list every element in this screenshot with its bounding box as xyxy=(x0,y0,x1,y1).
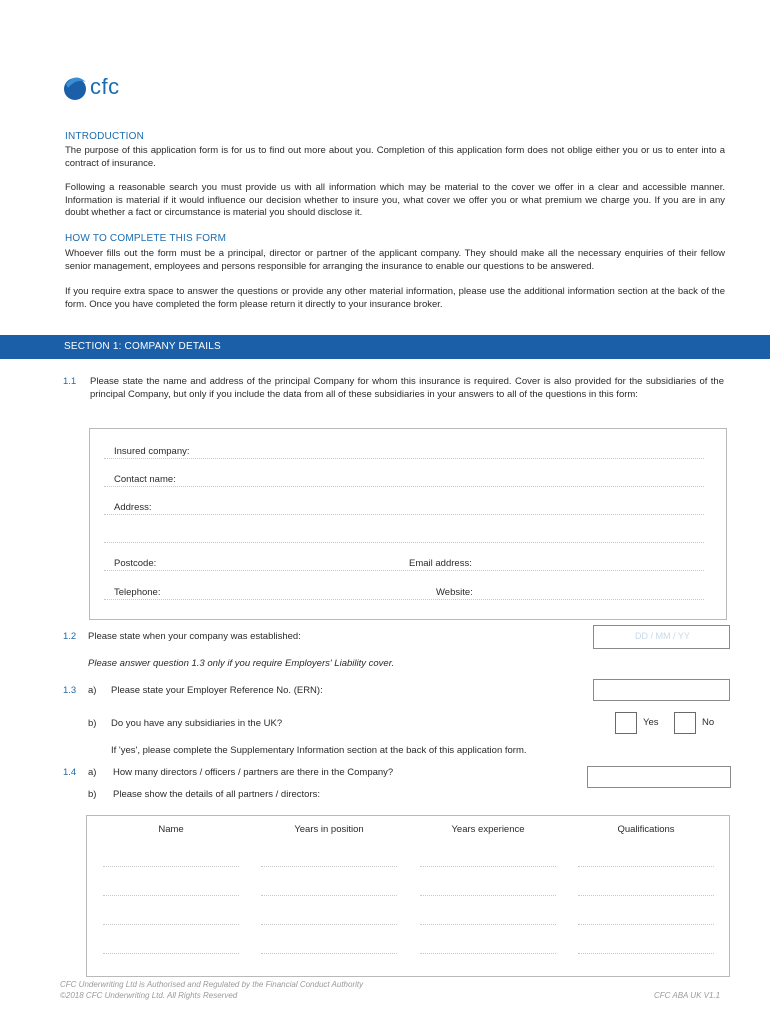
insured-company-field[interactable] xyxy=(104,458,704,459)
directors-table-body xyxy=(103,866,715,966)
directors-count-input[interactable] xyxy=(587,766,731,788)
q1-3a-label: a) xyxy=(88,685,97,696)
established-date-input[interactable] xyxy=(593,625,730,649)
q1-3-note: Please answer question 1.3 only if you require Employers' Liability cover. xyxy=(88,658,395,669)
table-cell-input[interactable] xyxy=(578,953,714,954)
q1-4-number: 1.4 xyxy=(63,767,77,778)
q1-2-text: Please state when your company was established: xyxy=(88,631,301,642)
table-cell-input[interactable] xyxy=(103,953,239,954)
table-row xyxy=(103,866,715,867)
table-cell-input[interactable] xyxy=(420,895,556,896)
table-cell-input[interactable] xyxy=(103,895,239,896)
contact-name-label: Contact name: xyxy=(114,474,176,485)
address-label: Address: xyxy=(114,502,152,513)
table-cell-input[interactable] xyxy=(261,866,397,867)
insured-company-label: Insured company: xyxy=(114,446,190,457)
q1-3b-text: Do you have any subsidiaries in the UK? xyxy=(111,718,283,729)
address-field-line-1[interactable] xyxy=(104,514,704,515)
column-header-years-in-position: Years in position xyxy=(294,824,364,835)
q1-3a-text: Please state your Employer Reference No. (ERN): xyxy=(111,685,323,696)
table-cell-input[interactable] xyxy=(261,895,397,896)
footer-copyright: ©2018 CFC Underwriting Ltd. All Rights Reserved xyxy=(60,991,238,1000)
column-header-years-experience: Years experience xyxy=(451,824,525,835)
q1-3b-note: If 'yes', please complete the Supplementary Information section at the back of this application form. xyxy=(111,745,527,756)
table-row xyxy=(103,924,715,925)
intro-paragraph-2: Following a reasonable search you must provide us with all information which may be material to the cover we offer in a clear and accessible manner. Information is material if it would influence our decision whether to insure you, what cover we offer you or what premium we charge you. If you are in any doubt whether a fact or circumstance is material you should disclose it. xyxy=(65,182,725,218)
column-header-name: Name xyxy=(158,824,184,835)
website-label: Website: xyxy=(436,587,473,598)
subsidiaries-no-checkbox[interactable] xyxy=(674,712,696,734)
telephone-label: Telephone: xyxy=(114,587,161,598)
address-field-line-2[interactable] xyxy=(104,542,704,543)
how-heading: HOW TO COMPLETE THIS FORM xyxy=(65,233,227,244)
q1-3b-label: b) xyxy=(88,718,97,729)
cfc-logo-mark-icon xyxy=(62,74,88,102)
table-cell-input[interactable] xyxy=(578,895,714,896)
email-label: Email address: xyxy=(409,558,472,569)
table-cell-input[interactable] xyxy=(420,866,556,867)
table-cell-input[interactable] xyxy=(420,924,556,925)
intro-heading: INTRODUCTION xyxy=(65,131,145,142)
table-cell-input[interactable] xyxy=(578,924,714,925)
table-cell-input[interactable] xyxy=(261,924,397,925)
q1-1-text: Please state the name and address of the principal Company for whom this insurance is required. Cover is also provided for the subsidiaries of the principal Company, but only if you include the data from all of these subsidiaries in your answers to all of the questions in this form: xyxy=(90,376,724,400)
q1-4a-label: a) xyxy=(88,767,97,778)
table-cell-input[interactable] xyxy=(261,953,397,954)
subsidiaries-yes-label: Yes xyxy=(643,717,659,728)
logo-wordmark: cfc xyxy=(90,74,120,99)
how-paragraph-1: Whoever fills out the form must be a principal, director or partner of the applicant company. They should make all the necessary enquiries of their fellow senior management, employees and persons responsible for arranging the insurance to enable our questions to be answered. xyxy=(65,248,725,272)
how-paragraph-2: If you require extra space to answer the questions or provide any other material information, please use the additional information section at the back of the form. Once you have completed the form please return it directly to your insurance broker. xyxy=(65,286,725,310)
footer-regulation: CFC Underwriting Ltd is Authorised and Regulated by the Financial Conduct Authority xyxy=(60,980,364,989)
contact-name-field[interactable] xyxy=(104,486,704,487)
ern-input[interactable] xyxy=(593,679,730,701)
table-cell-input[interactable] xyxy=(578,866,714,867)
q1-2-number: 1.2 xyxy=(63,631,77,642)
established-date-placeholder: DD / MM / YY xyxy=(635,631,690,641)
intro-paragraph-1: The purpose of this application form is for us to find out more about you. Completion of this application form does not oblige either you or us to enter into a contract of insurance. xyxy=(65,145,725,169)
table-cell-input[interactable] xyxy=(103,866,239,867)
q1-4b-text: Please show the details of all partners / directors: xyxy=(113,789,320,800)
q1-1-number: 1.1 xyxy=(63,376,77,387)
footer-form-reference: CFC ABA UK V1.1 xyxy=(654,991,721,1000)
section-1-header xyxy=(0,335,770,359)
postcode-label: Postcode: xyxy=(114,558,157,569)
telephone-website-field[interactable] xyxy=(104,599,704,600)
subsidiaries-no-label: No xyxy=(702,717,715,728)
q1-3-number: 1.3 xyxy=(63,685,77,696)
table-row xyxy=(103,895,715,896)
table-cell-input[interactable] xyxy=(420,953,556,954)
column-header-qualifications: Qualifications xyxy=(617,824,675,835)
q1-4b-label: b) xyxy=(88,789,97,800)
section-1-title: SECTION 1: COMPANY DETAILS xyxy=(64,341,221,352)
q1-4a-text: How many directors / officers / partners are there in the Company? xyxy=(113,767,394,778)
cfc-logo xyxy=(62,74,134,102)
table-cell-input[interactable] xyxy=(103,924,239,925)
subsidiaries-yes-checkbox[interactable] xyxy=(615,712,637,734)
postcode-email-field[interactable] xyxy=(104,570,704,571)
table-row xyxy=(103,953,715,954)
